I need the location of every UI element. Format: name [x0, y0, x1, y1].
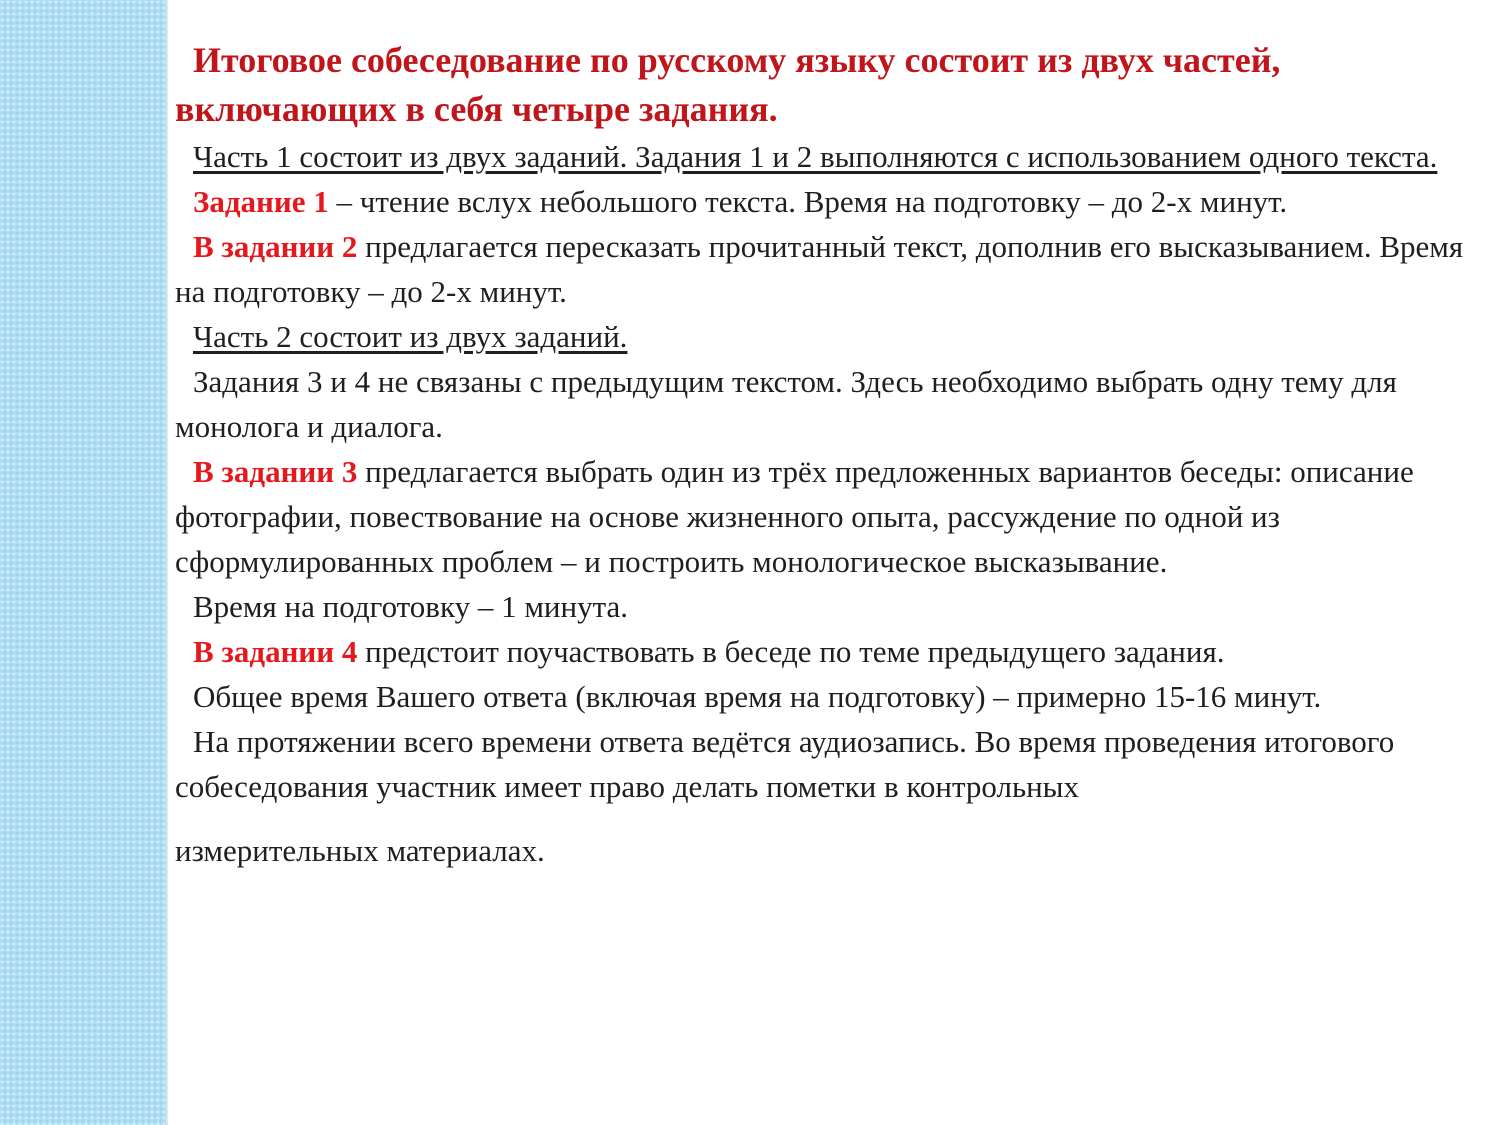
- part2-heading: Часть 2 состоит из двух заданий.: [193, 319, 628, 354]
- task1-text: – чтение вслух небольшого текста. Время на подготовку – до 2-х минут.: [328, 184, 1288, 219]
- side-band-edge: [166, 0, 168, 1125]
- task4-text: предстоит поучаствовать в беседе по теме предыдущего задания.: [357, 634, 1225, 669]
- task3-label: В задании 3: [193, 454, 358, 489]
- part1-paragraph: [175, 134, 1475, 179]
- task2-paragraph: [175, 224, 1475, 314]
- part1-heading: Часть 1 состоит из двух заданий. Задания 1 и 2 выполняются с использованием одного текста.: [193, 139, 1438, 174]
- task3-time-paragraph: Время на подготовку – 1 минута.: [193, 589, 629, 624]
- decorative-side-band: [0, 0, 166, 1125]
- task1-paragraph: [175, 179, 1475, 224]
- tasks34-paragraph: Задания 3 и 4 не связаны с предыдущим текстом. Здесь необходимо выбрать одну тему для монолога и диалога.: [175, 364, 1397, 444]
- task2-label: В задании 2: [193, 229, 358, 264]
- task4-paragraph: [175, 629, 1475, 674]
- task3-text: предлагается выбрать один из трёх предложенных вариантов беседы: описание фотографии, повествование на основе жизненного опыта, рассуждение по одной из сформулированных проблем – и построить монологическое высказывание.: [175, 454, 1414, 579]
- recording-paragraph: На протяжении всего времени ответа ведётся аудиозапись. Во время проведения итогового собеседования участник имеет право делать пометки в контрольных: [175, 724, 1395, 804]
- total-time-paragraph: Общее время Вашего ответа (включая время на подготовку) – примерно 15-16 минут.: [193, 679, 1322, 714]
- slide-content: [175, 36, 1475, 873]
- task3-paragraph: [175, 449, 1475, 584]
- slide-title: Итоговое собеседование по русскому языку состоит из двух частей, включающих в себя четыре задания.: [175, 40, 1281, 129]
- task2-text: предлагается пересказать прочитанный текст, дополнив его высказыванием. Время на подготовку – до 2-х минут.: [175, 229, 1464, 309]
- task4-label: В задании 4: [193, 634, 358, 669]
- recording-end-paragraph: измерительных материалах.: [175, 833, 545, 868]
- part2-paragraph: [175, 314, 1475, 359]
- task1-label: Задание 1: [193, 184, 329, 219]
